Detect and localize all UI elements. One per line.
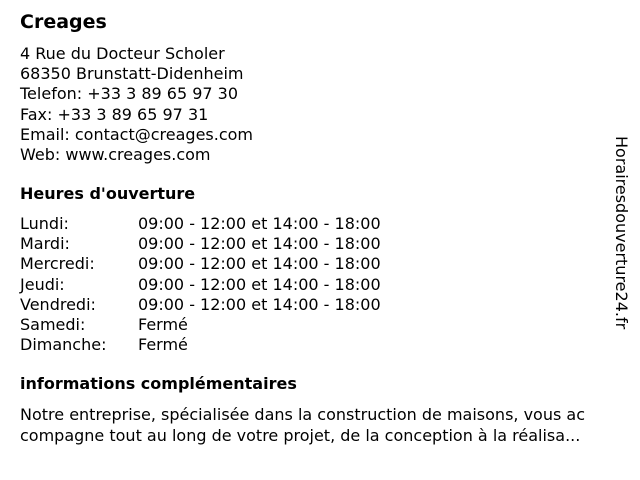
day-hours: 09:00 - 12:00 et 14:00 - 18:00 <box>138 274 381 294</box>
phone-number: Telefon: +33 3 89 65 97 30 <box>20 84 239 104</box>
contact-block <box>20 44 253 165</box>
email-address: Email: contact@creages.com <box>20 124 254 144</box>
day-label: Samedi: <box>20 314 86 334</box>
business-name: Creages <box>20 11 107 33</box>
description-line: compagne tout au long de votre projet, de la conception à la réalisa... <box>20 426 581 445</box>
watermark-text: Horairesdouverture24.fr <box>612 136 631 330</box>
day-label: Mardi: <box>20 234 70 254</box>
day-label: Vendredi: <box>20 294 96 314</box>
opening-hours-heading: Heures d'ouverture <box>20 184 196 203</box>
day-hours: Fermé <box>138 314 188 334</box>
day-hours: 09:00 - 12:00 et 14:00 - 18:00 <box>138 254 381 274</box>
day-hours: 09:00 - 12:00 et 14:00 - 18:00 <box>138 214 381 233</box>
day-label: Lundi: <box>20 214 69 233</box>
day-label: Jeudi: <box>20 274 65 294</box>
day-hours: Fermé <box>138 335 188 355</box>
business-description <box>20 404 632 446</box>
day-hours: 09:00 - 12:00 et 14:00 - 18:00 <box>138 294 381 314</box>
day-label: Mercredi: <box>20 254 95 274</box>
day-hours: 09:00 - 12:00 et 14:00 - 18:00 <box>138 234 381 254</box>
site-watermark <box>612 136 634 344</box>
description-line: Notre entreprise, spécialisée dans la construction de maisons, vous ac <box>20 405 585 424</box>
additional-info-heading: informations complémentaires <box>20 374 297 393</box>
fax-number: Fax: +33 3 89 65 97 31 <box>20 104 209 124</box>
website: Web: www.creages.com <box>20 145 211 165</box>
address-street: 4 Rue du Docteur Scholer <box>20 44 225 63</box>
address-city: 68350 Brunstatt-Didenheim <box>20 64 244 84</box>
day-label: Dimanche: <box>20 335 107 355</box>
